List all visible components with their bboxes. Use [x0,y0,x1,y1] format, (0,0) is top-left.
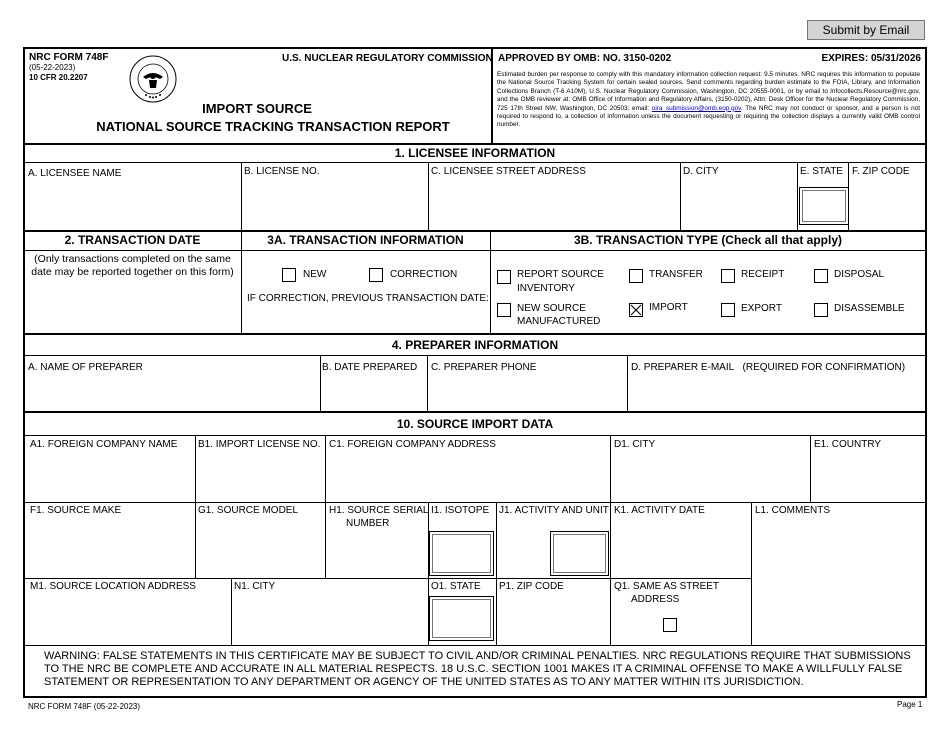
disposal-label: DISPOSAL [834,269,885,280]
omb-number: APPROVED BY OMB: NO. 3150-0202 [498,53,672,64]
divider [797,162,798,230]
previous-date-field[interactable] [245,307,487,330]
section1-title: 1. LICENSEE INFORMATION [394,146,556,160]
correction-label: CORRECTION [390,269,458,280]
export-checkbox[interactable] [721,303,735,317]
divider [24,502,926,503]
source-make-label: F1. SOURCE MAKE [30,505,122,516]
divider [195,435,196,502]
license-no-field[interactable] [244,180,425,227]
comments-label: L1. COMMENTS [755,505,831,516]
divider [241,162,242,230]
activity-date-label: K1. ACTIVITY DATE [614,505,705,516]
divider [325,435,326,502]
form-cfr: 10 CFR 20.2207 [29,73,88,82]
activity-unit-label: J1. ACTIVITY AND UNIT [499,505,609,516]
import-checkbox[interactable] [629,303,643,317]
divider [610,502,611,645]
divider [496,502,497,645]
new-source-manufactured-checkbox[interactable] [497,303,511,317]
form-title-1: IMPORT SOURCE [202,101,312,116]
new-label: NEW [303,269,327,280]
form-date: (05-22-2023) [29,63,76,72]
preparer-phone-field[interactable] [430,376,624,408]
report-source-label-2: INVENTORY [517,283,575,294]
licensee-state-label: E. STATE [800,166,843,177]
section10-title: 10. SOURCE IMPORT DATA [396,417,554,431]
licensee-city-label: D. CITY [683,166,719,177]
location-zip-label: P1. ZIP CODE [499,581,564,592]
divider [24,162,926,163]
activity-unit-field[interactable] [550,531,609,576]
foreign-company-name-field[interactable] [27,453,192,499]
transfer-checkbox[interactable] [629,269,643,283]
same-as-street-label-1: Q1. SAME AS STREET [614,581,720,592]
new-source-label-1: NEW SOURCE [517,303,586,314]
foreign-company-name-label: A1. FOREIGN COMPANY NAME [30,439,178,450]
import-label: IMPORT [649,302,688,313]
location-state-field[interactable] [429,596,494,641]
divider [320,355,321,411]
section3a-title: 3A. TRANSACTION INFORMATION [267,233,464,247]
warning-line-3: STATEMENT OR REPRESENTATION TO ANY DEPARTMENT OR AGENCY OF THE UNITED STATES AS TO ANY MATTER WITHIN ITS JURISDICTION. [44,676,804,688]
divider [627,355,628,411]
source-location-label: M1. SOURCE LOCATION ADDRESS [30,581,196,592]
location-city-field[interactable] [234,595,425,642]
submit-by-email-button[interactable]: Submit by Email [807,20,925,40]
licensee-name-label: A. LICENSEE NAME [28,168,122,179]
divider [24,333,926,335]
licensee-zip-label: F. ZIP CODE [852,166,910,177]
source-model-field[interactable] [198,519,322,575]
licensee-street-label: C. LICENSEE STREET ADDRESS [431,166,586,177]
divider [24,411,926,413]
licensee-name-field[interactable] [26,182,238,227]
footer-form-number: NRC FORM 748F (05-22-2023) [28,702,141,711]
omb-email-link[interactable]: oira_submission@omb.eop.gov [651,104,741,112]
report-source-inventory-checkbox[interactable] [497,270,511,284]
footer-page-number: Page 1 [897,700,923,709]
report-source-label-1: REPORT SOURCE [517,269,604,280]
license-no-label: B. LICENSE NO. [244,166,320,177]
divider [810,435,811,502]
location-city-label: N1. CITY [234,581,276,592]
disposal-checkbox[interactable] [814,269,828,283]
form-title-2: NATIONAL SOURCE TRACKING TRANSACTION REPORT [96,119,450,134]
previous-date-label: IF CORRECTION, PREVIOUS TRANSACTION DATE: [247,293,489,304]
burden-statement: Estimated burden per response to comply with this mandatory information collection request: 9.5 minutes. NRC requires this information to populate the National Source Tracking System for certain sealed sources. Send comments regarding burden estimate to the FOIA, Library, and Information Collections Branch (T-6 A10M), U.S. Nuclear Regulatory Commission, Washington, DC 20555-0001, or by email to Infocollects.Resource@nrc.gov, and the OMB reviewer at: OMB Office of Information and Regulatory Affairs, (3150-0202), Attn: Desk Officer for the Nuclear Regulatory Commission, 725 17th Street NW, Washington, DC 20503; email: oira_submission@omb.eop.gov. The NRC may not conduct or sponsor, and a person is not required to respond to, a collection of information unless the document requesting or requiring the collection displays a currently valid OMB control number. [497,71,920,129]
nrc-seal-logo [129,55,177,103]
divider [231,578,232,645]
licensee-state-field[interactable] [799,187,849,225]
transfer-label: TRANSFER [649,269,703,280]
divider [24,578,751,579]
same-as-street-checkbox[interactable] [663,618,677,632]
source-location-field[interactable] [27,595,228,642]
divider [610,435,611,502]
new-checkbox[interactable] [282,268,296,282]
divider [195,502,196,578]
foreign-company-address-field[interactable] [328,453,607,499]
activity-date-field[interactable] [613,519,748,575]
section3b-title: 3B. TRANSACTION TYPE (Check all that apply) [573,233,843,247]
section2-note-1: (Only transactions completed on the same [34,253,231,265]
licensee-zip-field[interactable] [852,180,924,227]
date-prepared-label: B. DATE PREPARED [322,362,418,373]
isotope-label: I1. ISOTOPE [431,505,490,516]
licensee-city-field[interactable] [683,180,794,227]
source-serial-label-2: NUMBER [346,518,390,529]
divider [325,502,326,578]
correction-checkbox[interactable] [369,268,383,282]
warning-line-2: TO THE NRC BE COMPLETE AND ACCURATE IN ALL MATERIAL RESPECTS. 18 U.S.C. SECTION 1001 MAKES IT A CRIMINAL OFFENSE TO MAKE A WILLFULLY FALSE [44,663,903,675]
section2-note-2: date may be reported together on this form) [31,266,234,278]
warning-line-1: WARNING: FALSE STATEMENTS IN THIS CERTIFICATE MAY BE SUBJECT TO CIVIL AND/OR CRIMINAL PENALTIES. NRC REGULATIONS REQUIRE THAT SUBMISSIONS [44,650,911,662]
divider [24,435,926,436]
export-label: EXPORT [741,303,782,314]
source-model-label: G1. SOURCE MODEL [198,505,299,516]
foreign-city-field[interactable] [613,453,807,499]
source-make-field[interactable] [27,519,192,575]
expiration-date: EXPIRES: 05/31/2026 [821,53,921,64]
new-source-label-2: MANUFACTURED [517,316,601,327]
country-field[interactable] [813,453,924,499]
location-state-label: O1. STATE [431,581,481,592]
form-number: NRC FORM 748F [29,52,109,63]
divider [24,645,926,646]
header-divider [491,48,493,144]
foreign-company-address-label: C1. FOREIGN COMPANY ADDRESS [329,439,496,450]
divider [24,250,926,251]
import-license-field[interactable] [198,453,322,499]
divider [680,162,681,230]
divider [24,355,926,356]
preparer-name-field[interactable] [27,376,317,408]
source-serial-label-1: H1. SOURCE SERIAL [329,505,429,516]
receipt-label: RECEIPT [741,269,785,280]
country-label: E1. COUNTRY [814,439,882,450]
activity-value-field[interactable] [499,532,549,575]
divider [427,355,428,411]
location-zip-field[interactable] [499,595,607,642]
receipt-checkbox[interactable] [721,269,735,283]
isotope-field[interactable] [429,531,494,576]
divider [24,230,926,232]
import-license-label: B1. IMPORT LICENSE NO. [198,439,321,450]
divider [24,143,926,145]
comments-field[interactable] [754,519,924,642]
divider [751,502,752,645]
licensee-street-field[interactable] [431,180,677,227]
agency-name: U.S. NUCLEAR REGULATORY COMMISSION [282,53,493,64]
disassemble-label: DISASSEMBLE [834,303,905,314]
section4-title: 4. PREPARER INFORMATION [391,338,559,352]
date-prepared-field[interactable] [323,376,424,408]
preparer-name-label: A. NAME OF PREPARER [28,362,143,373]
preparer-email-field[interactable] [630,376,924,408]
preparer-phone-label: C. PREPARER PHONE [431,362,537,373]
transaction-date-field[interactable] [27,282,238,330]
same-as-street-label-2: ADDRESS [631,594,680,605]
disassemble-checkbox[interactable] [814,303,828,317]
divider [428,162,429,230]
source-serial-field[interactable] [328,532,425,575]
foreign-city-label: D1. CITY [614,439,656,450]
section2-title: 2. TRANSACTION DATE [64,233,201,247]
preparer-email-label: D. PREPARER E-MAIL (REQUIRED FOR CONFIRMATION) [631,362,906,373]
